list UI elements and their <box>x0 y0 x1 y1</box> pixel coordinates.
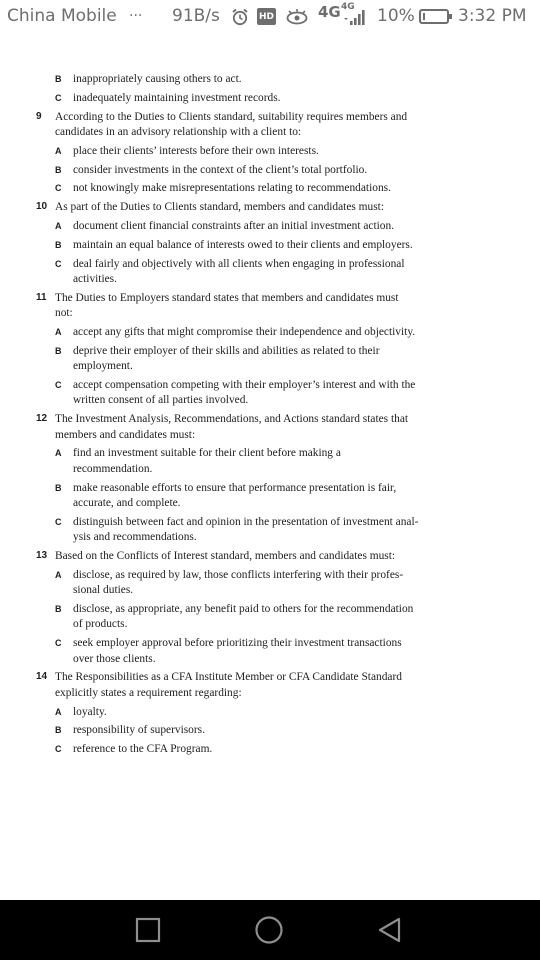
option-text-line: written consent of all parties involved. <box>73 394 249 407</box>
network-speed: 91B/s <box>172 6 220 26</box>
option-letter: C <box>55 380 62 390</box>
document-page <box>0 34 540 900</box>
question-stem-line: According to the Duties to Clients standard, suitability requires members and <box>55 110 408 123</box>
option-letter: C <box>55 258 62 269</box>
back-button[interactable] <box>369 910 409 950</box>
question-stem-line: explicitly states a requirement regarding: <box>55 686 242 699</box>
recent-apps-icon <box>135 917 161 943</box>
question-stem-line: not: <box>55 307 73 320</box>
battery-percent: 10% <box>377 6 415 26</box>
option-letter: A <box>55 327 62 337</box>
question-stem-line: The Investment Analysis, Recommendations, and Actions standard states that <box>55 413 409 426</box>
question-stem-line: Based on the Conflicts of Interest standard, members and candidates must: <box>55 550 396 562</box>
option-text-line: deal fairly and objectively with all clients when engaging in professional <box>73 257 405 270</box>
option-letter: B <box>55 239 62 250</box>
option-text-line: make reasonable efforts to ensure that performance presentation is fair, <box>73 481 397 494</box>
question-number: 14 <box>36 671 48 683</box>
more-notifications-icon: ··· <box>129 8 143 24</box>
question-stem-line: The Duties to Employers standard states that members and candidates must <box>55 291 399 304</box>
option-text-line: disclose, as appropriate, any benefit paid to others for the recommendation <box>73 603 414 615</box>
option-letter: C <box>55 92 62 103</box>
eye-comfort-icon <box>285 8 309 26</box>
carrier-name: China Mobile <box>7 6 117 26</box>
home-icon <box>254 915 284 945</box>
option-letter: A <box>55 221 62 231</box>
network-type-label-2: 4G <box>341 2 355 12</box>
option-text-line: activities. <box>73 273 117 285</box>
option-letter: A <box>55 706 62 717</box>
option-text-line: consider investments in the context of the client’s total portfolio. <box>73 163 368 176</box>
option-text-line: accept compensation competing with their employer’s interest and with the <box>73 379 416 391</box>
signal-strength-icon <box>341 8 369 26</box>
option-letter: B <box>55 604 62 614</box>
option-text-line: place their clients’ interests before their own interests. <box>73 144 319 157</box>
option-letter: C <box>55 183 62 194</box>
option-text-line: sional duties. <box>73 584 134 597</box>
question-stem-line: As part of the Duties to Clients standard, members and candidates must: <box>55 201 384 214</box>
option-text-line: ysis and recommendations. <box>73 531 197 544</box>
navigation-bar <box>0 900 540 960</box>
option-letter: B <box>55 345 62 356</box>
option-text-line: accurate, and complete. <box>73 497 181 509</box>
option-letter: C <box>55 744 62 755</box>
option-text-line: reference to the CFA Program. <box>73 743 213 756</box>
option-text-line: responsibility of supervisors. <box>73 724 205 737</box>
option-text-line: over those clients. <box>73 652 156 665</box>
back-icon <box>376 916 402 944</box>
option-text-line: of products. <box>73 618 128 631</box>
option-letter: B <box>55 164 62 175</box>
alarm-icon <box>231 8 249 26</box>
option-text-line: disclose, as required by law, those conflicts interfering with their profes- <box>73 568 404 581</box>
option-letter: A <box>55 145 62 156</box>
status-bar <box>0 0 540 34</box>
clock: 3:32 PM <box>458 6 527 26</box>
question-number: 9 <box>36 110 42 122</box>
option-letter: C <box>55 516 62 527</box>
option-letter: B <box>55 725 62 736</box>
option-text-line: inappropriately causing others to act. <box>73 73 242 85</box>
option-text-line: deprive their employer of their skills and abilities as related to their <box>73 344 380 357</box>
option-text-line: inadequately maintaining investment records. <box>73 91 281 104</box>
recent-apps-button[interactable] <box>128 910 168 950</box>
option-letter: C <box>55 638 62 649</box>
question-stem-line: The Responsibilities as a CFA Institute Member or CFA Candidate Standard <box>55 671 402 684</box>
option-letter: B <box>55 482 62 493</box>
option-letter: A <box>55 448 62 459</box>
question-number: 10 <box>36 201 48 213</box>
question-stem-line: candidates in an advisory relationship with a client to: <box>55 126 302 138</box>
hd-voice-icon: HD <box>257 8 276 25</box>
option-letter: B <box>55 74 62 84</box>
home-button[interactable] <box>249 910 289 950</box>
option-text-line: loyalty. <box>73 705 107 718</box>
question-number: 11 <box>36 291 47 303</box>
option-text-line: recommendation. <box>73 462 153 475</box>
option-text-line: employment. <box>73 360 133 373</box>
option-text-line: distinguish between fact and opinion in the presentation of investment anal- <box>73 515 419 528</box>
question-number: 12 <box>36 413 48 425</box>
option-text-line: document client financial constraints after an initial investment action. <box>73 220 395 232</box>
battery-icon <box>419 9 449 24</box>
option-text-line: maintain an equal balance of interests owed to their clients and employers. <box>73 238 413 251</box>
option-text-line: not knowingly make misrepresentations relating to recommendations. <box>73 182 391 195</box>
option-text-line: find an investment suitable for their client before making a <box>73 447 341 460</box>
question-number: 13 <box>36 550 48 561</box>
question-stem-line: members and candidates must: <box>55 428 196 441</box>
network-type-label: 4G <box>318 3 341 21</box>
option-text-line: seek employer approval before prioritizing their investment transactions <box>73 637 402 650</box>
option-text-line: accept any gifts that might compromise their independence and objectivity. <box>73 326 416 338</box>
option-letter: A <box>55 569 62 580</box>
